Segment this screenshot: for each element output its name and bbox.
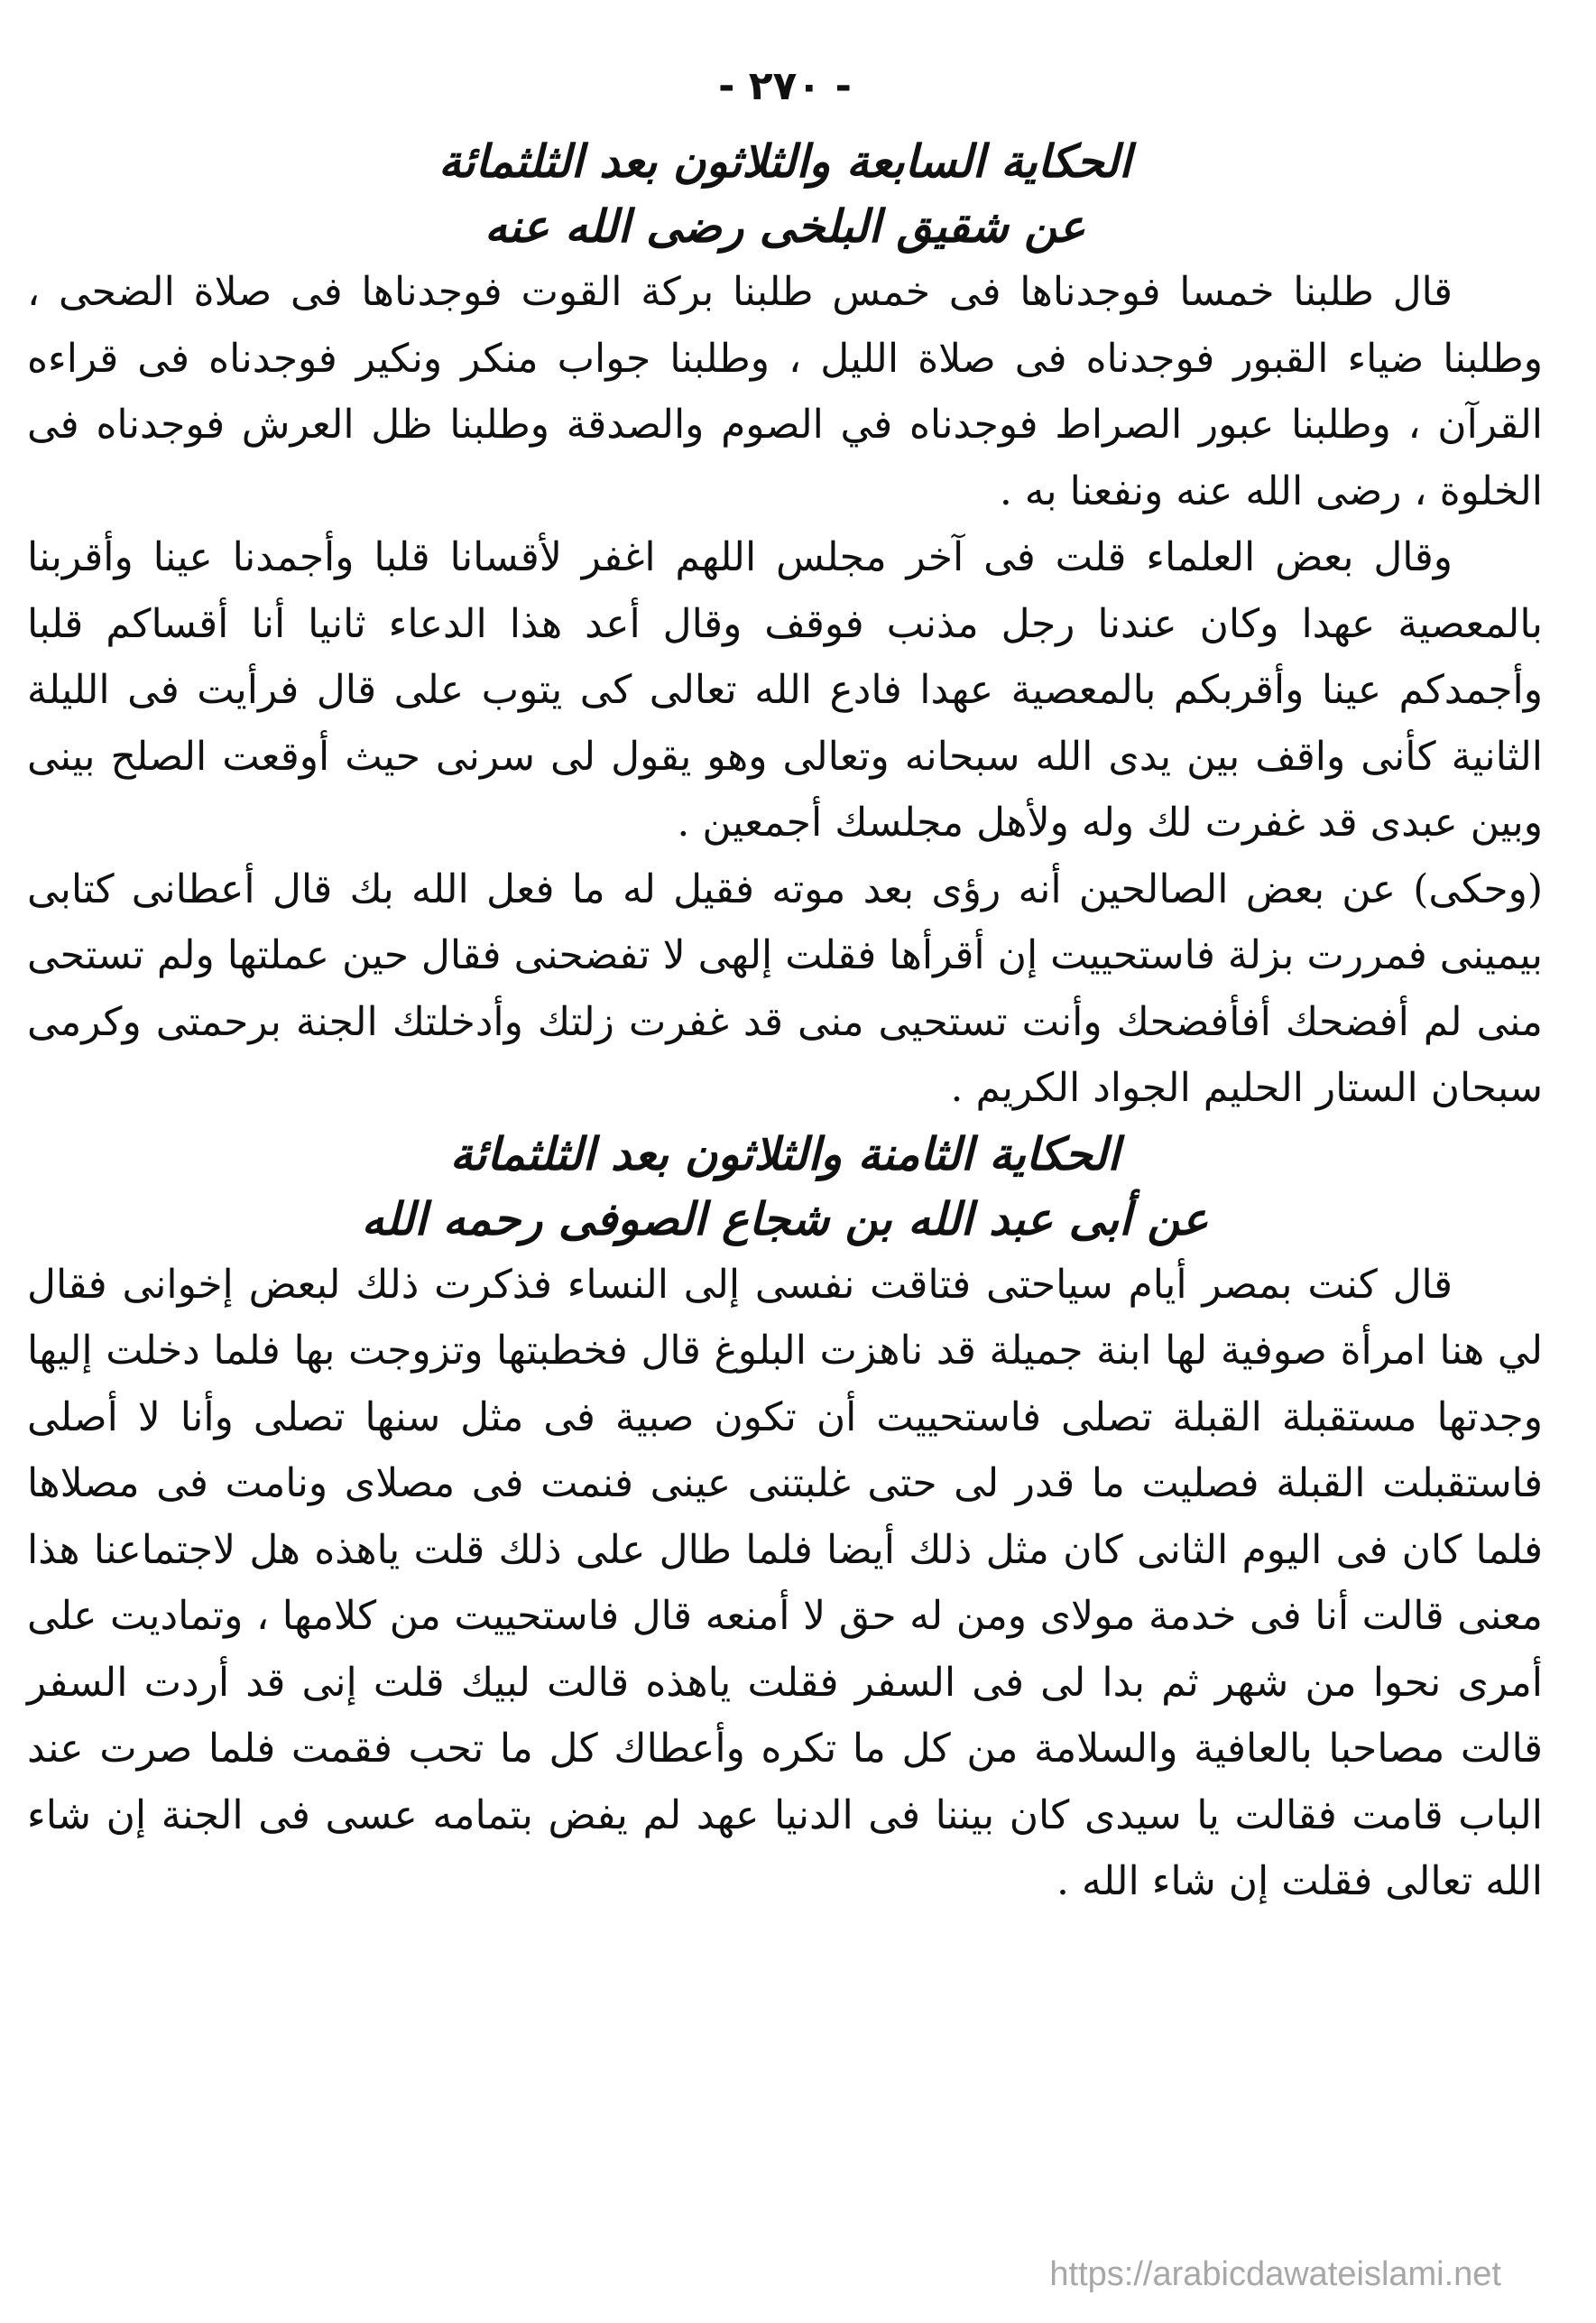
paragraph: (وحكى) عن بعض الصالحين أنه رؤى بعد موته فقيل له ما فعل الله بك قال أعطانى كتابى بيمينى فمررت بزلة فاستحييت إن أقرأها فقلت إلهى لا تفضحنى فقال حين عملتها ولم تستحى منى لم أفضحك أفأفضحك وأنت تستحيى منى قد غفرت زلتك وأدخلتك الجنة برحمتى وكرمى سبحان الستار الحليم الجواد الكريم . xyxy=(27,865,1543,1111)
story-337 xyxy=(27,129,1543,1122)
story-title: الحكاية الثامنة والثلاثون بعد الثلثمائة xyxy=(449,1127,1121,1180)
paragraph: قال طلبنا خمسا فوجدناها فى خمس طلبنا بركة القوت فوجدناها فى صلاة الضحى ، وطلبنا ضياء القبور فوجدناه فى صلاة الليل ، وطلبنا جواب منكر ونكير فوجدناه فى قراءه القرآن ، وطلبنا عبور الصراط فوجدناه في الصوم والصدقة وطلبنا ظل العرش فوجدناه فى الخلوة ، رضى الله عنه ونفعنا به . xyxy=(27,269,1543,514)
watermark: https://arabicdawateislami.net xyxy=(1049,2255,1501,2293)
page-number: - ٢٧٠ - xyxy=(718,63,852,109)
paragraph: وقال بعض العلماء قلت فى آخر مجلس اللهم اغفر لأقسانا قلبا وأجمدنا عينا وأقربنا بالمعصية عهدا وكان عندنا رجل مذنب فوقف وقال أعد هذا الدعاء ثانيا أنا أقساكم قلبا وأجمدكم عينا وأقربكم بالمعصية عهدا فادع الله تعالى كى يتوب على قال فرأيت فى الليلة الثانية كأنى واقف بين يدى الله سبحانه وتعالى وهو يقول لى سرنى حيث أوقعت الصلح بينى وبين عبدى قد غفرت لك وله ولأهل مجلسك أجمعين . xyxy=(27,534,1543,846)
story-subtitle: عن شقيق البلخى رضى الله عنه xyxy=(484,200,1086,253)
story-title: الحكاية السابعة والثلاثون بعد الثلثمائة xyxy=(438,135,1132,188)
document-page xyxy=(27,63,1543,2247)
story-338 xyxy=(27,1122,1543,1915)
story-subtitle: عن أبى عبد الله بن شجاع الصوفى رحمه الله xyxy=(361,1192,1209,1245)
paragraph: قال كنت بمصر أيام سياحتى فتاقت نفسى إلى النساء فذكرت ذلك لبعض إخوانى فقال لي هنا امرأة صوفية لها ابنة جميلة قد ناهزت البلوغ قال فخطبتها وتزوجت بها فلما دخلت إليها وجدتها مستقبلة القبلة تصلى فاستحييت أن تكون صبية فى مثل سنها تصلى وأنا لا أصلى فاستقبلت القبلة فصليت ما قدر لى حتى غلبتنى عينى فنمت فى مصلاى ونامت فى مصلاها فلما كان فى اليوم الثانى كان مثل ذلك أيضا فلما طال على ذلك قلت ياهذه هل لاجتماعنا هذا معنى قالت أنا فى خدمة مولاى ومن له حق لا أمنعه قال فاستحييت من كلامها ، وتماديت على أمرى نحوا من شهر ثم بدا لى فى السفر فقلت ياهذه قالت لبيك قلت إنى قد أردت السفر قالت مصاحبا بالعافية والسلامة من كل ما تكره وأعطاك كل ما تحب فقمت فلما صرت عند الباب قامت فقالت يا سيدى كان بيننا فى الدنيا عهد لم يفض بتمامه عسى فى الجنة إن شاء الله تعالى فقلت إن شاء الله . xyxy=(27,1261,1543,1904)
